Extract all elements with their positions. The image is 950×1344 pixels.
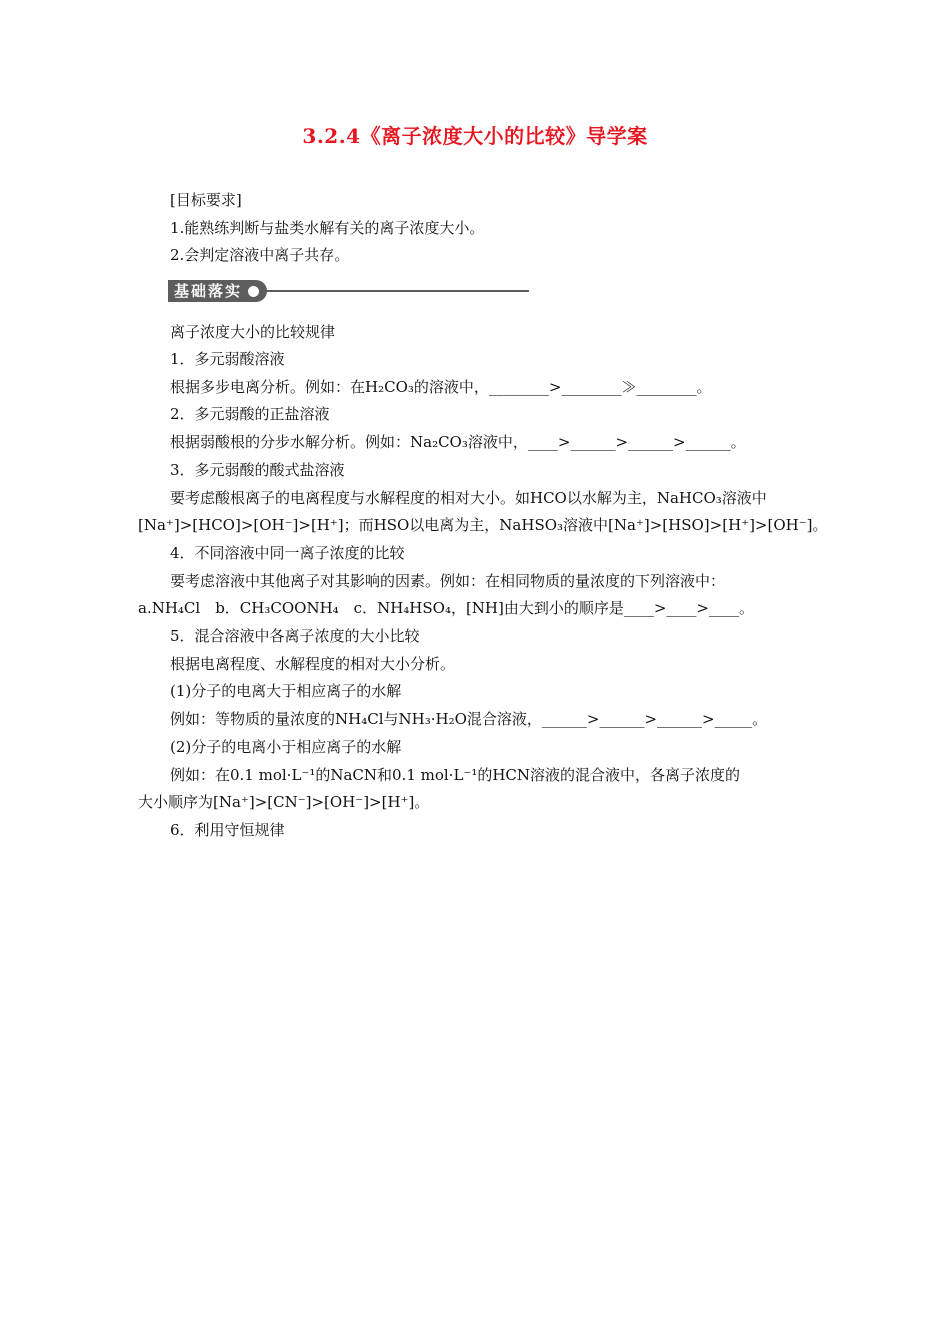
section-5-2-heading: (2)分子的电离小于相应离子的水解 xyxy=(170,738,402,756)
objective-item: 2.会判定溶液中离子共存。 xyxy=(170,246,350,264)
section-1-heading: 1．多元弱酸溶液 xyxy=(170,350,285,368)
section-2-text: 根据弱酸根的分步水解分析。例如：Na₂CO₃溶液中，____>______>______>______。 xyxy=(170,433,746,451)
section-1-text: 根据多步电离分析。例如：在H₂CO₃的溶液中，________>________≫________。 xyxy=(170,378,712,396)
section-2-heading: 2．多元弱酸的正盐溶液 xyxy=(170,405,330,423)
banner-rule xyxy=(267,290,529,292)
section-5-2-text: 例如：在0.1 mol·L⁻¹的NaCN和0.1 mol·L⁻¹的HCN溶液的混合液中，各离子浓度的 xyxy=(170,766,741,784)
objective-item: 1.能熟练判断与盐类水解有关的离子浓度大小。 xyxy=(170,219,485,237)
rule-title: 离子浓度大小的比较规律 xyxy=(170,323,336,341)
section-4-text: 要考虑溶液中其他离子对其影响的因素。例如：在相同物质的量浓度的下列溶液中： xyxy=(170,572,726,590)
section-5-heading: 5．混合溶液中各离子浓度的大小比较 xyxy=(170,627,420,645)
section-3-text: 要考虑酸根离子的电离程度与水解程度的相对大小。如HCO以水解为主，NaHCO₃溶液中 xyxy=(170,489,767,507)
banner-label: 基础落实 xyxy=(174,282,243,300)
objectives-heading: [目标要求] xyxy=(170,191,242,209)
section-6-heading: 6．利用守恒规律 xyxy=(170,821,285,839)
section-4-text-cont: a.NH₄Cl b．CH₃COONH₄ c．NH₄HSO₄，[NH]由大到小的顺序是____>____>____。 xyxy=(138,599,755,617)
section-4-heading: 4．不同溶液中同一离子浓度的比较 xyxy=(170,544,405,562)
document-title: 3.2.4《离子浓度大小的比较》导学案 xyxy=(302,124,648,148)
section-5-1-text: 例如：等物质的量浓度的NH₄Cl与NH₃·H₂O混合溶液，______>______>______>_____。 xyxy=(170,710,768,728)
bullet-dot-icon xyxy=(248,286,259,297)
section-5-2-text-cont: 大小顺序为[Na⁺]>[CN⁻]>[OH⁻]>[H⁺]。 xyxy=(138,793,430,811)
section-5-1-heading: (1)分子的电离大于相应离子的水解 xyxy=(170,682,402,700)
section-banner xyxy=(168,280,529,302)
banner-label-box xyxy=(168,280,267,302)
section-3-heading: 3．多元弱酸的酸式盐溶液 xyxy=(170,461,345,479)
section-5-text: 根据电离程度、水解程度的相对大小分析。 xyxy=(170,655,456,673)
section-3-text-cont: [Na⁺]>[HCO]>[OH⁻]>[H⁺]；而HSO以电离为主，NaHSO₃溶液中[Na⁺]>[HSO]>[H⁺]>[OH⁻]。 xyxy=(138,516,828,534)
